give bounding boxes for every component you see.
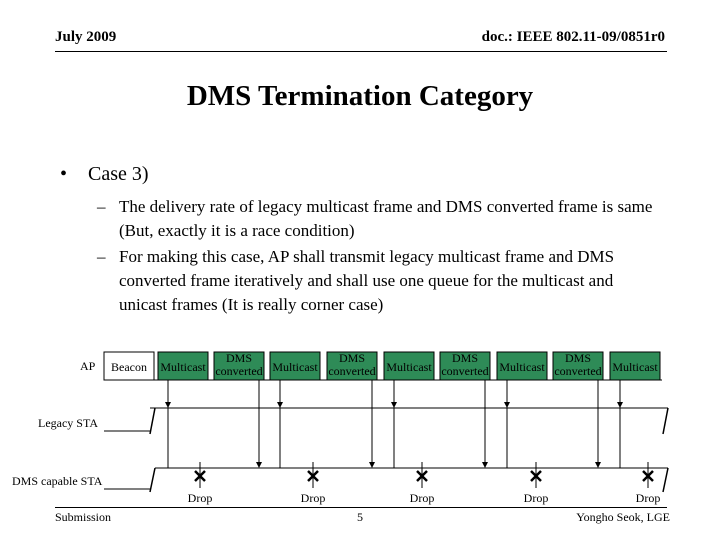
- legacy-bracket: [663, 408, 668, 434]
- arrow-head: [482, 462, 488, 468]
- subbullet-dash: –: [97, 197, 106, 216]
- slide-title: DMS Termination Category: [186, 80, 534, 112]
- frame-label: converted: [328, 364, 376, 378]
- arrow-head: [369, 462, 375, 468]
- header-date: July 2009: [55, 29, 117, 45]
- drop-label: Drop: [187, 491, 213, 505]
- frame-label: converted: [215, 364, 263, 378]
- bullet-symbol: •: [60, 163, 68, 185]
- subbullet-text: The delivery rate of legacy multicast frame and DMS converted frame is same (But, exactly it is a race condition): [119, 197, 653, 240]
- frame-label: DMS: [225, 351, 253, 365]
- arrow-head: [256, 462, 262, 468]
- drop-label: Drop: [635, 491, 661, 505]
- frame-label: Multicast: [272, 360, 318, 374]
- footer-author: Yongho Seok, LGE: [576, 510, 670, 524]
- frame-label: DMS: [564, 351, 592, 365]
- frame-label: DMS: [338, 351, 366, 365]
- legacy-bracket: [150, 408, 155, 434]
- legacy-sta-label: Legacy STA: [38, 416, 99, 430]
- drop-label: Drop: [300, 491, 326, 505]
- frame-label: Multicast: [612, 360, 658, 374]
- frame-label: Beacon: [111, 360, 147, 374]
- bullet-text: Case 3): [88, 163, 149, 185]
- ap-label: AP: [80, 359, 96, 373]
- drop-label: Drop: [523, 491, 549, 505]
- dms-bracket: [150, 468, 155, 492]
- footer-submission: Submission: [55, 510, 112, 524]
- header-doc-id: doc.: IEEE 802.11-09/0851r0: [481, 29, 665, 45]
- frame-label: converted: [554, 364, 602, 378]
- drop-label: Drop: [409, 491, 435, 505]
- subbullet-text: For making this case, AP shall transmit legacy multicast frame and DMS converted frame iteratively and shall use one queue for the multicast and unicast frames (It is really corner case): [119, 247, 615, 314]
- frame-label: Multicast: [499, 360, 545, 374]
- dms-sta-label: DMS capable STA: [12, 474, 103, 488]
- arrow-head: [595, 462, 601, 468]
- frame-label: converted: [441, 364, 489, 378]
- frame-label: Multicast: [160, 360, 206, 374]
- frame-label: Multicast: [386, 360, 432, 374]
- page-number: 5: [357, 510, 363, 524]
- subbullet-dash: –: [97, 247, 106, 266]
- frame-label: DMS: [451, 351, 479, 365]
- footer-rule: [55, 507, 667, 508]
- dms-bracket: [663, 468, 668, 492]
